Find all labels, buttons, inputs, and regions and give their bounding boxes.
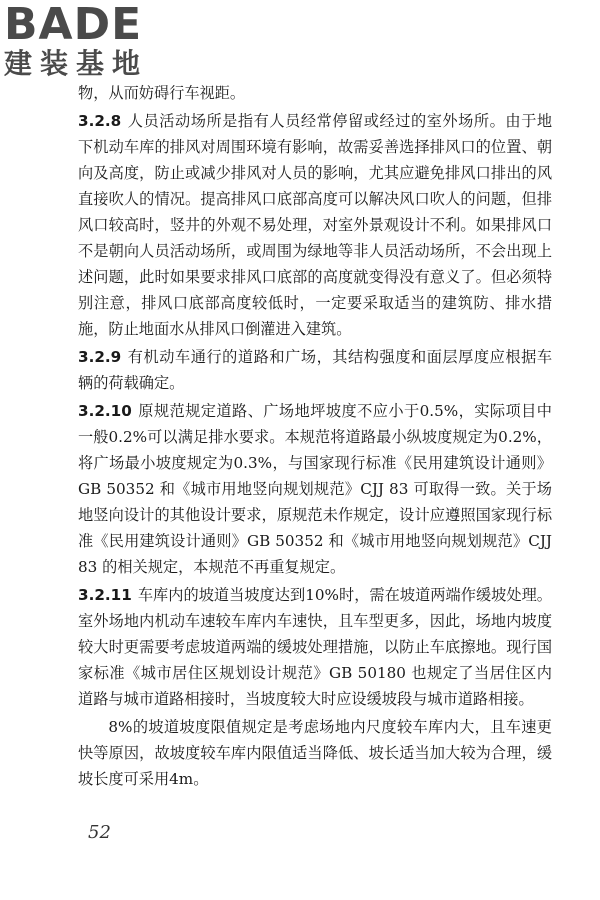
- clause-number: 3.2.10: [78, 402, 132, 420]
- page-number: 52: [88, 822, 111, 843]
- clause-3-2-10: [78, 398, 552, 580]
- clause-3-2-11: [78, 582, 552, 712]
- paragraph-slope-limit: [78, 714, 552, 792]
- clause-number: 3.2.11: [78, 586, 132, 604]
- logo-latin-text: BADE: [4, 0, 143, 50]
- bade-logo: [4, 2, 184, 80]
- clause-3-2-8: [78, 108, 552, 342]
- paragraph-text: 有机动车通行的道路和广场，其结构强度和面层厚度应根据车辆的荷载确定。: [78, 348, 552, 392]
- clause-3-2-9: [78, 344, 552, 396]
- paragraph-text: 车库内的坡道当坡度达到10%时，需在坡道两端作缓坡处理。室外场地内机动车速较车库内车速快，且车型更多，因此，场地内坡度较大时更需要考虑坡道两端的缓坡处理措施，以防止车底擦地。现行国家标准《城市居住区规划设计规范》GB 50180 也规定了当居住区内道路与城市道路相接时，当坡度较大时应设缓坡段与城市道路相接。: [78, 586, 552, 708]
- paragraph-text: 物，从而妨碍行车视距。: [78, 84, 246, 102]
- logo-cjk-text: 建装基地: [4, 47, 149, 80]
- paragraph-continuation: [78, 80, 552, 106]
- paragraph-text: 人员活动场所是指有人员经常停留或经过的室外场所。由于地下机动车库的排风对周围环境有影响，故需妥善选择排风口的位置、朝向及高度，防止或减少排风对人员的影响，尤其应避免排风口排出的风直接吹人的情况。提高排风口底部高度可以解决风口吹人的问题，但排风口较高时，竖井的外观不易处理，对室外景观设计不利。如果排风口不是朝向人员活动场所，或周围为绿地等非人员活动场所，不会出现上述问题，此时如果要求排风口底部的高度就变得没有意义了。但必须特别注意，排风口底部高度较低时，一定要采取适当的建筑防、排水措施，防止地面水从排风口倒灌进入建筑。: [78, 112, 552, 338]
- clause-number: 3.2.8: [78, 112, 122, 130]
- document-body: [78, 80, 552, 794]
- clause-number: 3.2.9: [78, 348, 122, 366]
- paragraph-text: 8%的坡道坡度限值规定是考虑场地内尺度较车库内大，且车速更快等原因，故坡度较车库内限值适当降低、坡长适当加大较为合理，缓坡长度可采用4m。: [78, 718, 552, 788]
- paragraph-text: 原规范规定道路、广场地坪坡度不应小于0.5%，实际项目中一般0.2%可以满足排水要求。本规范将道路最小纵坡度规定为0.2%，将广场最小坡度规定为0.3%，与国家现行标准《民用建筑设计通则》GB 50352 和《城市用地竖向规划规范》CJJ 83 可取得一致。关于场地竖向设计的其他设计要求，原规范未作规定，设计应遵照国家现行标准《民用建筑设计通则》GB 50352 和《城市用地竖向规划规范》CJJ 83 的相关规定，本规范不再重复规定。: [78, 402, 552, 576]
